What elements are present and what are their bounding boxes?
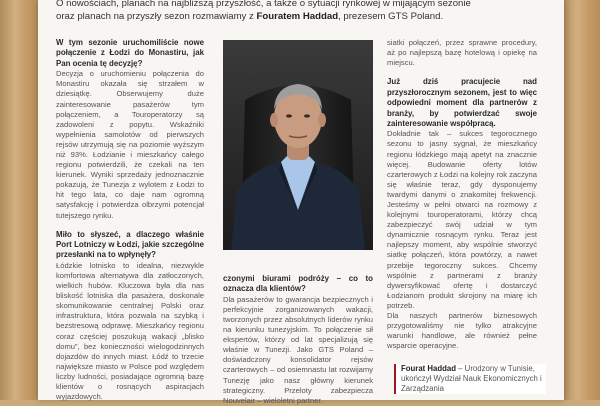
intro-text: oraz planach na przyszły sezon rozmawiamy z — [56, 10, 254, 22]
intro-text-end: , prezesem GTS Poland. — [338, 10, 444, 22]
question-4: Już dziś pracujecie nad przyszłorocznym sezonem, jest to więc odpowiedni moment dla partnerów z branży, by potwierdzać swoje zainteresowanie współpracą. — [387, 77, 537, 128]
question-3: czonymi biurami podróży – co to oznacza dla klientów? — [223, 274, 373, 294]
portrait-illustration — [223, 40, 373, 250]
intro-interviewee-name: Fouratem Haddad — [256, 10, 339, 22]
intro-line-2 — [56, 11, 546, 24]
article-intro — [56, 0, 546, 23]
article-column-1 — [56, 38, 204, 402]
answer-4-continued: Dla naszych partnerów biznesowych przygotowaliśmy nie tylko atrakcyjne warunki handlowe, ale również pełne wsparcie operacyjne. — [387, 311, 537, 351]
wooden-table-right — [562, 0, 600, 400]
question-1: W tym sezonie uruchomiliście nowe połączenie z Łodzi do Monastiru, jak Pan ocenia tę decyzję? — [56, 38, 204, 68]
bio-text: – Urodzony w Tunisie, ukończył Wydział Nauk Ekonomicznych i Zarządzania — [401, 364, 542, 393]
wooden-table-left — [0, 0, 38, 400]
bio-name: Fourat Haddad — [401, 364, 457, 373]
answer-3-continued: siatki połączeń, przez sprawne procedury, aż po najlepszą bazę hotelową i opiekę na miejscu. — [387, 38, 537, 68]
answer-1: Decyzja o uruchomieniu połączenia do Monastiru okazała się strzałem w dziesiątkę. Obserwujemy duże zainteresowanie pasażerów tym połączeniem, a Touroperatorzy są zadowoleni z popytu. Wskaźniki wypełnienia samolotów od pierwszych rejsów utrzymują się na poziomie wyższym niż 93%. Łodzianie i mieszkańcy całego regionu potwierdzili, że czekali na ten kierunek. Wyniki sprzedaży jednoznacznie pokazują, że Tunezja z wylotem z Łodzi to hit tego lata, co daje nam ogromną satysfakcję i potwierdza olbrzymi potencjał tutejszego rynku. — [56, 69, 204, 220]
question-2: Miło to słyszeć, a dlaczego właśnie Port Lotniczy w Łodzi, jakie szczególne przesłanki na to wpłynęły? — [56, 229, 204, 260]
intro-line-1: O nowościach, planach na najbliższą przyszłość, a także o sytuacji rynkowej w mijającym sezonie — [56, 0, 471, 9]
answer-4: Dokładnie tak – sukces tegorocznego sezonu to jasny sygnał, że mieszkańcy regionu łódzkiego mają apetyt na znacznie więcej. Budowanie oferty lotów czarterowych z Łodzi na kolejny rok zaczyna się właśnie teraz, gdy dysponujemy twardymi danymi o znakomitej frekwencji. Jesteśmy w pełni otwarci na rozmowy z kolejnymi touroperatorami, którzy chcą zabezpieczyć swój udział w tym dynamicznie rosnącym rynku. Teraz jest najlepszy moment, aby wspólnie stworzyć siatkę połączeń, która powtórzy, a nawet przebije tegoroczny sukces. Chcemy wspólnie z partnerami z branży dywersyfikować ofertę i dostarczyć Łodzianom produkt skrojony na miarę ich potrzeb. — [387, 129, 537, 310]
answer-2: Łódzkie lotnisko to idealna, niezwykle komfortowa alternatywa dla zatłoczonych, wielkich hubów. Kluczowa była dla nas bliskość lotniska dla pasażera, doskonale skomunikowanie centralnej Polski oraz infrastruktura, która pozwala na szybką i bezstresową odprawę. Mieszkańcy regionu coraz częściej poszukują wakacji „blisko domu”, bez konieczności wielogodzinnych dojazdów do innych miast. Łódź to trzecie największe miasto w Polsce pod względem liczby ludności, posiadające ogromną bazę klientów o rosnących aspiracjach wyjazdowych. — [56, 260, 204, 402]
article-column-3 — [387, 38, 537, 351]
magazine-page — [38, 0, 564, 405]
portrait-photo — [223, 40, 373, 250]
answer-3: Dla pasażerów to gwarancja bezpiecznych i perfekcyjnie zorganizowanych wakacji, tworzonych przez absolutnych liderów rynku na kierunku tunezyjskim. To połączenie sił ekspertów, którzy od lat specjalizują się właśnie w Tunezji. Jako GTS Poland – doświadczony konsolidator rejsów czarterowych – od osiemnastu lat rozwijamy Tunezję jako nasz główny kierunek strategiczny. Przeloty zabezpiecza Nouvelair – wieloletni partner. — [223, 294, 373, 405]
article-column-2 — [223, 274, 373, 406]
author-bio-box — [394, 364, 546, 394]
